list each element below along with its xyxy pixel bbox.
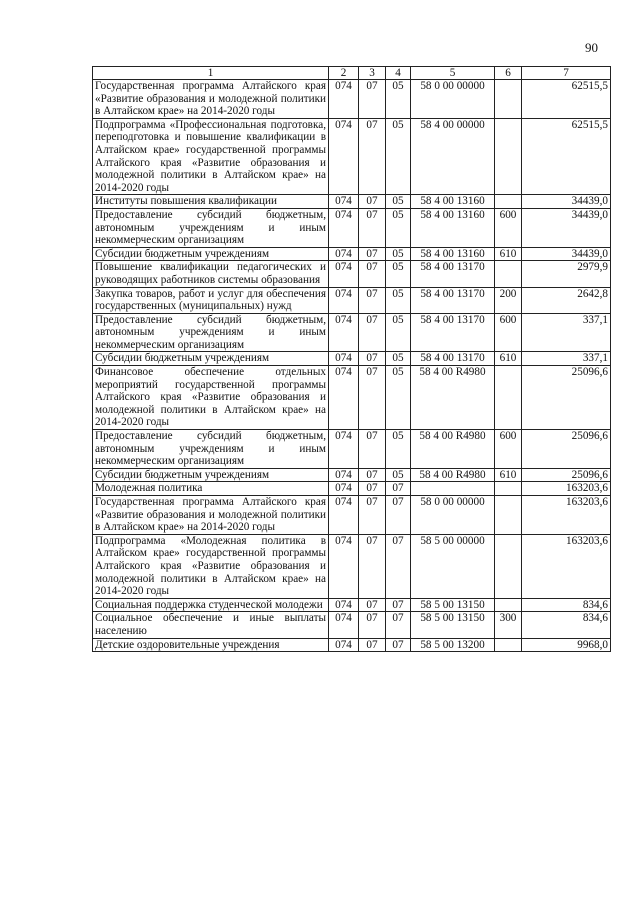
row-subsection-cell: 07 xyxy=(386,638,411,652)
row-section-cell: 07 xyxy=(359,598,386,612)
table-row xyxy=(93,118,611,195)
row-code-cell: 074 xyxy=(329,598,359,612)
row-target-article-cell: 58 4 00 13170 xyxy=(411,313,495,352)
column-header-2: 2 xyxy=(329,67,359,80)
row-expense-type-cell: 600 xyxy=(495,208,522,247)
row-section-cell: 07 xyxy=(359,468,386,482)
row-name-cell: Детские оздоровительные учреждения xyxy=(93,638,329,652)
row-expense-type-cell xyxy=(495,118,522,195)
row-section-cell: 07 xyxy=(359,612,386,638)
row-amount-cell: 9968,0 xyxy=(522,638,611,652)
row-section-cell: 07 xyxy=(359,366,386,430)
row-section-cell: 07 xyxy=(359,534,386,598)
row-section-cell: 07 xyxy=(359,208,386,247)
table-row xyxy=(93,482,611,496)
row-expense-type-cell xyxy=(495,195,522,209)
table-row xyxy=(93,366,611,430)
row-amount-cell: 163203,6 xyxy=(522,482,611,496)
column-header-5: 5 xyxy=(411,67,495,80)
row-expense-type-cell: 300 xyxy=(495,612,522,638)
row-name-cell: Повышение квалификации педагогических и руководящих работников системы образования xyxy=(93,261,329,287)
row-subsection-cell: 05 xyxy=(386,366,411,430)
table-row xyxy=(93,534,611,598)
row-target-article-cell: 58 4 00 R4980 xyxy=(411,468,495,482)
row-code-cell: 074 xyxy=(329,638,359,652)
row-subsection-cell: 05 xyxy=(386,468,411,482)
row-amount-cell: 2642,8 xyxy=(522,287,611,313)
row-target-article-cell: 58 5 00 00000 xyxy=(411,534,495,598)
table-row xyxy=(93,195,611,209)
row-target-article-cell: 58 4 00 13170 xyxy=(411,352,495,366)
row-code-cell: 074 xyxy=(329,287,359,313)
row-subsection-cell: 05 xyxy=(386,313,411,352)
row-section-cell: 07 xyxy=(359,195,386,209)
row-code-cell: 074 xyxy=(329,195,359,209)
row-code-cell: 074 xyxy=(329,352,359,366)
row-amount-cell: 834,6 xyxy=(522,612,611,638)
row-section-cell: 07 xyxy=(359,80,386,119)
row-expense-type-cell xyxy=(495,496,522,535)
table-body xyxy=(93,80,611,652)
row-section-cell: 07 xyxy=(359,118,386,195)
row-name-cell: Субсидии бюджетным учреждениям xyxy=(93,468,329,482)
row-expense-type-cell: 600 xyxy=(495,430,522,469)
column-header-4: 4 xyxy=(386,67,411,80)
row-code-cell: 074 xyxy=(329,80,359,119)
table-row xyxy=(93,598,611,612)
row-subsection-cell: 05 xyxy=(386,195,411,209)
row-name-cell: Институты повышения квалификации xyxy=(93,195,329,209)
row-code-cell: 074 xyxy=(329,247,359,261)
row-expense-type-cell: 610 xyxy=(495,247,522,261)
row-subsection-cell: 05 xyxy=(386,247,411,261)
row-subsection-cell: 05 xyxy=(386,80,411,119)
row-target-article-cell: 58 4 00 R4980 xyxy=(411,430,495,469)
column-header-3: 3 xyxy=(359,67,386,80)
row-target-article-cell: 58 4 00 13160 xyxy=(411,195,495,209)
row-code-cell: 074 xyxy=(329,118,359,195)
row-name-cell: Закупка товаров, работ и услуг для обеспечения государственных (муниципальных) нужд xyxy=(93,287,329,313)
row-code-cell: 074 xyxy=(329,468,359,482)
row-code-cell: 074 xyxy=(329,612,359,638)
table-row xyxy=(93,247,611,261)
row-section-cell: 07 xyxy=(359,482,386,496)
row-subsection-cell: 05 xyxy=(386,430,411,469)
row-name-cell: Государственная программа Алтайского края «Развитие образования и молодежной политики в Алтайском крае» на 2014-2020 годы xyxy=(93,80,329,119)
row-subsection-cell: 05 xyxy=(386,352,411,366)
row-code-cell: 074 xyxy=(329,430,359,469)
page-number: 90 xyxy=(585,40,598,55)
row-expense-type-cell xyxy=(495,482,522,496)
table-row xyxy=(93,287,611,313)
row-expense-type-cell: 600 xyxy=(495,313,522,352)
row-name-cell: Социальная поддержка студенческой молодежи xyxy=(93,598,329,612)
row-code-cell: 074 xyxy=(329,496,359,535)
table-row xyxy=(93,352,611,366)
row-name-cell: Государственная программа Алтайского края «Развитие образования и молодежной политики в Алтайском крае» на 2014-2020 годы xyxy=(93,496,329,535)
row-amount-cell: 62515,5 xyxy=(522,80,611,119)
row-code-cell: 074 xyxy=(329,313,359,352)
row-code-cell: 074 xyxy=(329,534,359,598)
row-expense-type-cell: 200 xyxy=(495,287,522,313)
row-name-cell: Предоставление субсидий бюджетным, автономным учреждениям и иным некоммерческим организациям xyxy=(93,208,329,247)
row-section-cell: 07 xyxy=(359,247,386,261)
row-amount-cell: 337,1 xyxy=(522,313,611,352)
column-header-1: 1 xyxy=(93,67,329,80)
row-amount-cell: 62515,5 xyxy=(522,118,611,195)
row-amount-cell: 34439,0 xyxy=(522,208,611,247)
row-name-cell: Молодежная политика xyxy=(93,482,329,496)
row-section-cell: 07 xyxy=(359,638,386,652)
row-name-cell: Подпрограмма «Профессиональная подготовка, переподготовка и повышение квалификации в Алтайском крае» государственной программы Алтайского края «Развитие образования и молодежной политики в Алтайском крае» на 2014-2020 годы xyxy=(93,118,329,195)
row-name-cell: Субсидии бюджетным учреждениям xyxy=(93,352,329,366)
row-expense-type-cell: 610 xyxy=(495,468,522,482)
row-code-cell: 074 xyxy=(329,482,359,496)
row-target-article-cell: 58 4 00 00000 xyxy=(411,118,495,195)
row-amount-cell: 163203,6 xyxy=(522,534,611,598)
row-section-cell: 07 xyxy=(359,287,386,313)
row-target-article-cell xyxy=(411,482,495,496)
row-subsection-cell: 07 xyxy=(386,598,411,612)
row-name-cell: Предоставление субсидий бюджетным, автономным учреждениям и иным некоммерческим организациям xyxy=(93,430,329,469)
row-target-article-cell: 58 4 00 13160 xyxy=(411,247,495,261)
row-expense-type-cell xyxy=(495,598,522,612)
row-target-article-cell: 58 0 00 00000 xyxy=(411,80,495,119)
row-target-article-cell: 58 5 00 13150 xyxy=(411,598,495,612)
row-amount-cell: 834,6 xyxy=(522,598,611,612)
row-target-article-cell: 58 0 00 00000 xyxy=(411,496,495,535)
row-target-article-cell: 58 4 00 13170 xyxy=(411,287,495,313)
row-amount-cell: 163203,6 xyxy=(522,496,611,535)
row-expense-type-cell xyxy=(495,534,522,598)
row-expense-type-cell xyxy=(495,638,522,652)
row-amount-cell: 34439,0 xyxy=(522,247,611,261)
table-row xyxy=(93,261,611,287)
row-subsection-cell: 05 xyxy=(386,261,411,287)
table-row xyxy=(93,313,611,352)
row-name-cell: Предоставление субсидий бюджетным, автономным учреждениям и иным некоммерческим организациям xyxy=(93,313,329,352)
row-name-cell: Подпрограмма «Молодежная политика в Алтайском крае» государственной программы Алтайского края «Развитие образования и молодежной политики в Алтайском крае» на 2014-2020 годы xyxy=(93,534,329,598)
table-row xyxy=(93,430,611,469)
row-section-cell: 07 xyxy=(359,352,386,366)
row-subsection-cell: 05 xyxy=(386,287,411,313)
row-subsection-cell: 07 xyxy=(386,496,411,535)
table-header-row xyxy=(93,67,611,80)
table-row xyxy=(93,496,611,535)
row-amount-cell: 25096,6 xyxy=(522,430,611,469)
row-expense-type-cell xyxy=(495,80,522,119)
row-section-cell: 07 xyxy=(359,261,386,287)
table-row xyxy=(93,80,611,119)
row-expense-type-cell xyxy=(495,366,522,430)
row-target-article-cell: 58 5 00 13150 xyxy=(411,612,495,638)
row-name-cell: Финансовое обеспечение отдельных мероприятий государственной программы Алтайского края «Развитие образования и молодежной политики в Алтайском крае» на 2014-2020 годы xyxy=(93,366,329,430)
row-name-cell: Социальное обеспечение и иные выплаты населению xyxy=(93,612,329,638)
row-code-cell: 074 xyxy=(329,261,359,287)
row-amount-cell: 2979,9 xyxy=(522,261,611,287)
table-row xyxy=(93,638,611,652)
row-subsection-cell: 05 xyxy=(386,208,411,247)
row-target-article-cell: 58 4 00 13170 xyxy=(411,261,495,287)
row-amount-cell: 25096,6 xyxy=(522,366,611,430)
row-expense-type-cell xyxy=(495,261,522,287)
row-subsection-cell: 07 xyxy=(386,612,411,638)
row-name-cell: Субсидии бюджетным учреждениям xyxy=(93,247,329,261)
row-amount-cell: 25096,6 xyxy=(522,468,611,482)
table-row xyxy=(93,612,611,638)
column-header-6: 6 xyxy=(495,67,522,80)
row-subsection-cell: 05 xyxy=(386,118,411,195)
row-amount-cell: 337,1 xyxy=(522,352,611,366)
row-subsection-cell: 07 xyxy=(386,534,411,598)
row-section-cell: 07 xyxy=(359,430,386,469)
row-target-article-cell: 58 5 00 13200 xyxy=(411,638,495,652)
row-target-article-cell: 58 4 00 13160 xyxy=(411,208,495,247)
column-header-7: 7 xyxy=(522,67,611,80)
row-section-cell: 07 xyxy=(359,496,386,535)
row-subsection-cell: 07 xyxy=(386,482,411,496)
budget-table xyxy=(92,66,611,652)
table-row xyxy=(93,208,611,247)
row-target-article-cell: 58 4 00 R4980 xyxy=(411,366,495,430)
row-code-cell: 074 xyxy=(329,208,359,247)
row-amount-cell: 34439,0 xyxy=(522,195,611,209)
row-section-cell: 07 xyxy=(359,313,386,352)
table-row xyxy=(93,468,611,482)
row-code-cell: 074 xyxy=(329,366,359,430)
row-expense-type-cell: 610 xyxy=(495,352,522,366)
